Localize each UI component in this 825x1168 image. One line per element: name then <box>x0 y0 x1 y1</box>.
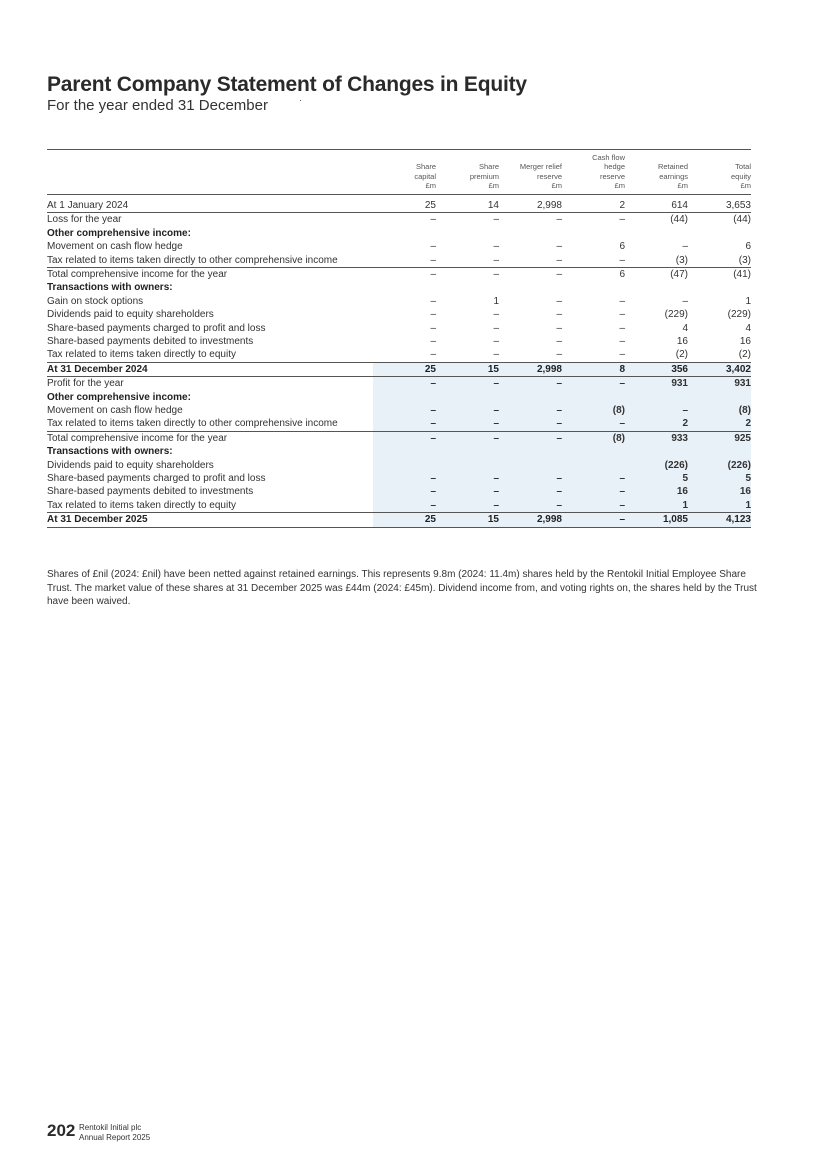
cell-value <box>373 227 436 240</box>
cell-value: 931 <box>688 377 751 391</box>
column-header-line: reserve <box>536 171 562 181</box>
cell-value: – <box>430 309 436 321</box>
cell-value <box>436 391 499 404</box>
cell-value: 14 <box>436 194 499 212</box>
column-header <box>436 151 499 195</box>
cell-value: – <box>436 417 499 431</box>
cell-value: – <box>499 213 562 227</box>
table-row <box>47 431 751 445</box>
cell-value: – <box>619 349 625 361</box>
row-label: Tax related to items taken directly to other comprehensive income <box>47 254 338 266</box>
table-row <box>47 485 751 498</box>
cell-value: 4 <box>745 322 751 334</box>
cell-value: – <box>430 322 436 334</box>
cell-value: – <box>619 254 625 266</box>
table-row <box>47 322 751 335</box>
cell-value: 1 <box>493 295 499 307</box>
cell-value: – <box>499 499 562 513</box>
cell-value: – <box>619 335 625 347</box>
cell-value: – <box>436 485 499 498</box>
column-header-line: Share <box>415 162 436 172</box>
cell-value <box>499 459 562 472</box>
stray-mark <box>300 100 301 101</box>
cell-value: – <box>373 431 436 445</box>
column-header-line: £m <box>677 181 688 191</box>
table-row <box>47 348 751 362</box>
cell-value: – <box>499 267 562 281</box>
column-header <box>625 151 688 195</box>
cell-value: – <box>373 485 436 498</box>
cell-value: – <box>430 241 436 253</box>
row-label: Other comprehensive income: <box>47 227 191 239</box>
cell-value: – <box>373 404 436 417</box>
cell-value: – <box>493 322 499 334</box>
column-header-line: £m <box>614 181 625 191</box>
cell-value <box>373 445 436 458</box>
cell-value <box>625 281 688 294</box>
cell-value: – <box>556 335 562 347</box>
cell-value <box>499 227 562 240</box>
column-header-line: £m <box>740 181 751 191</box>
cell-value: – <box>562 213 625 227</box>
column-header-line: £m <box>488 181 499 191</box>
cell-value: – <box>430 254 436 266</box>
table-row <box>47 194 751 212</box>
cell-value: (2) <box>675 349 688 361</box>
cell-value: (44) <box>625 213 688 227</box>
column-header-line: Cash flow <box>592 152 625 162</box>
column-header <box>688 151 751 195</box>
row-label: Profit for the year <box>47 377 373 391</box>
cell-value: – <box>436 404 499 417</box>
cell-value: 8 <box>562 362 625 376</box>
table-row <box>47 404 751 417</box>
cell-value <box>562 445 625 458</box>
cell-value: (2) <box>738 349 751 361</box>
cell-value: 25 <box>373 513 436 527</box>
row-label: Dividends paid to equity shareholders <box>47 459 214 471</box>
table-row <box>47 391 751 404</box>
cell-value: 15 <box>436 362 499 376</box>
row-label: Share-based payments charged to profit and loss <box>47 473 266 484</box>
row-label: Other comprehensive income: <box>47 391 191 403</box>
footer-report: Annual Report 2025 <box>79 1133 151 1142</box>
cell-value: 5 <box>625 472 688 485</box>
cell-value: (226) <box>688 459 751 472</box>
column-header-line: premium <box>469 171 499 181</box>
cell-value <box>562 391 625 404</box>
cell-value <box>499 281 562 294</box>
column-header <box>373 151 436 195</box>
cell-value: – <box>436 431 499 445</box>
row-label: Dividends paid to equity shareholders <box>47 309 214 321</box>
cell-value <box>436 281 499 294</box>
cell-value: – <box>493 349 499 361</box>
cell-value: 2,998 <box>499 513 562 527</box>
column-header-line: capital <box>414 171 436 181</box>
cell-value: (229) <box>727 309 751 321</box>
cell-value: – <box>436 213 499 227</box>
cell-value: – <box>499 472 562 485</box>
cell-value: 15 <box>436 513 499 527</box>
row-label: Tax related to items taken directly to equity <box>47 349 236 361</box>
column-header <box>562 151 625 195</box>
column-header-line: Share <box>478 162 499 172</box>
cell-value: – <box>493 309 499 321</box>
cell-value: – <box>682 241 688 253</box>
table-row <box>47 295 751 308</box>
cell-value: – <box>373 213 436 227</box>
column-header-line: £m <box>551 181 562 191</box>
cell-value: – <box>373 417 436 431</box>
cell-value <box>499 445 562 458</box>
cell-value <box>625 445 688 458</box>
cell-value: (47) <box>625 267 688 281</box>
row-label: At 31 December 2025 <box>47 513 373 527</box>
cell-value <box>688 445 751 458</box>
table-row <box>47 267 751 281</box>
cell-value: – <box>556 349 562 361</box>
cell-value: – <box>436 377 499 391</box>
table-row <box>47 377 751 391</box>
footer-company: Rentokil Initial plc <box>79 1123 142 1132</box>
table-row <box>47 513 751 527</box>
table-row <box>47 335 751 348</box>
column-header-line: £m <box>425 181 436 191</box>
cell-value: 25 <box>373 194 436 212</box>
page-number: 202 <box>47 1121 76 1140</box>
table-row <box>47 445 751 458</box>
column-header-line: Total <box>735 162 751 172</box>
table-row <box>47 417 751 431</box>
column-header-line: equity <box>730 171 751 181</box>
cell-value: 2 <box>562 194 625 212</box>
table-body <box>47 194 751 527</box>
column-header-line: reserve <box>599 171 625 181</box>
cell-value <box>688 281 751 294</box>
cell-value: 614 <box>625 194 688 212</box>
cell-value: 5 <box>688 472 751 485</box>
table-row <box>47 362 751 376</box>
column-header-line: Retained <box>657 162 688 172</box>
cell-value <box>436 227 499 240</box>
cell-value <box>688 391 751 404</box>
column-header-line: earnings <box>659 171 688 181</box>
table-row <box>47 254 751 268</box>
cell-value: – <box>682 295 688 307</box>
row-label: Share-based payments debited to investments <box>47 335 254 347</box>
page-title: Parent Company Statement of Changes in Equity <box>47 73 527 96</box>
cell-value: – <box>436 499 499 513</box>
cell-value <box>562 281 625 294</box>
table-row <box>47 308 751 321</box>
cell-value: – <box>493 254 499 266</box>
cell-value: 933 <box>625 431 688 445</box>
cell-value: – <box>556 254 562 266</box>
cell-value: – <box>619 309 625 321</box>
cell-value: 3,653 <box>688 194 751 212</box>
cell-value: (3) <box>738 254 751 266</box>
cell-value: – <box>430 349 436 361</box>
cell-value <box>562 227 625 240</box>
row-label: Gain on stock options <box>47 295 144 307</box>
cell-value: – <box>373 267 436 281</box>
table-row <box>47 281 751 294</box>
cell-value: – <box>373 377 436 391</box>
cell-value: 2 <box>625 417 688 431</box>
cell-value: (41) <box>688 267 751 281</box>
cell-value: – <box>430 295 436 307</box>
cell-value: – <box>625 404 688 417</box>
cell-value: 6 <box>562 267 625 281</box>
cell-value: 2 <box>688 417 751 431</box>
cell-value: – <box>562 485 625 498</box>
cell-value: 3,402 <box>688 362 751 376</box>
cell-value: 4,123 <box>688 513 751 527</box>
cell-value: 2,998 <box>499 362 562 376</box>
row-label: Share-based payments debited to investments <box>47 486 254 498</box>
column-header-line: Merger relief <box>519 162 562 172</box>
table-row <box>47 459 751 472</box>
cell-value: 931 <box>625 377 688 391</box>
page-subtitle: For the year ended 31 December <box>47 97 268 114</box>
table-row <box>47 240 751 253</box>
cell-value: 6 <box>619 241 625 253</box>
cell-value: – <box>556 295 562 307</box>
table-row <box>47 472 751 485</box>
footer-text <box>79 1123 150 1143</box>
row-label: At 31 December 2024 <box>47 362 373 376</box>
cell-value: (3) <box>675 254 688 266</box>
cell-value: – <box>373 499 436 513</box>
cell-value: – <box>562 417 625 431</box>
cell-value: 925 <box>688 431 751 445</box>
cell-value <box>373 391 436 404</box>
cell-value: – <box>562 513 625 527</box>
cell-value: – <box>430 335 436 347</box>
cell-value: 1 <box>625 499 688 513</box>
cell-value <box>436 445 499 458</box>
row-label: Transactions with owners: <box>47 282 173 294</box>
cell-value: – <box>499 431 562 445</box>
cell-value: (8) <box>688 404 751 417</box>
table-row <box>47 227 751 240</box>
table-row <box>47 499 751 513</box>
cell-value: 1 <box>688 499 751 513</box>
cell-value <box>436 459 499 472</box>
cell-value: – <box>493 241 499 253</box>
header-spacer <box>47 151 373 195</box>
cell-value: – <box>499 377 562 391</box>
cell-value: (44) <box>688 213 751 227</box>
row-label: Tax related to items taken directly to other comprehensive income <box>47 418 338 430</box>
cell-value <box>373 459 436 472</box>
row-label: Movement on cash flow hedge <box>47 241 183 253</box>
cell-value: (229) <box>664 309 688 321</box>
row-label: Movement on cash flow hedge <box>47 404 183 416</box>
cell-value: 25 <box>373 362 436 376</box>
row-label: Transactions with owners: <box>47 446 173 458</box>
cell-value: – <box>562 472 625 485</box>
footnote: Shares of £nil (2024: £nil) have been netted against retained earnings. This represents 9.8m (2024: 11.4m) shares held by the Rentokil Initial Employee Share Trust. The market value of these shares at 31 December 2025 was £44m (2024: £45m). Dividend income from, and voting rights on, the shares held by the Trust have been waived. <box>47 569 757 607</box>
cell-value: 356 <box>625 362 688 376</box>
cell-value <box>373 281 436 294</box>
cell-value: 4 <box>682 322 688 334</box>
cell-value: – <box>562 499 625 513</box>
cell-value: – <box>562 377 625 391</box>
cell-value: (226) <box>625 459 688 472</box>
table-header-row <box>47 151 751 195</box>
cell-value <box>688 227 751 240</box>
row-label: Total comprehensive income for the year <box>47 431 373 445</box>
cell-value: – <box>373 472 436 485</box>
cell-value: 1 <box>745 295 751 307</box>
row-label: Total comprehensive income for the year <box>47 267 373 281</box>
cell-value: (8) <box>562 404 625 417</box>
table-row <box>47 213 751 227</box>
row-label: At 1 January 2024 <box>47 194 373 212</box>
cell-value: – <box>556 309 562 321</box>
cell-value: – <box>436 267 499 281</box>
cell-value: 6 <box>745 241 751 253</box>
cell-value: – <box>493 335 499 347</box>
cell-value: – <box>499 485 562 498</box>
row-label: Share-based payments charged to profit and loss <box>47 322 266 334</box>
cell-value: – <box>499 404 562 417</box>
equity-table <box>47 149 751 528</box>
cell-value: 2,998 <box>499 194 562 212</box>
cell-value: 16 <box>739 335 751 347</box>
cell-value: – <box>556 322 562 334</box>
cell-value: 16 <box>688 485 751 498</box>
column-header-line: hedge <box>604 162 625 172</box>
cell-value: 16 <box>676 335 688 347</box>
cell-value <box>562 459 625 472</box>
cell-value <box>499 391 562 404</box>
cell-value: – <box>619 295 625 307</box>
row-label: Loss for the year <box>47 213 373 227</box>
cell-value <box>625 227 688 240</box>
cell-value <box>625 391 688 404</box>
row-label: Tax related to items taken directly to equity <box>47 499 236 511</box>
cell-value: – <box>619 322 625 334</box>
cell-value: – <box>436 472 499 485</box>
cell-value: 16 <box>625 485 688 498</box>
cell-value: (8) <box>562 431 625 445</box>
cell-value: – <box>556 241 562 253</box>
cell-value: 1,085 <box>625 513 688 527</box>
cell-value: – <box>499 417 562 431</box>
column-header <box>499 151 562 195</box>
